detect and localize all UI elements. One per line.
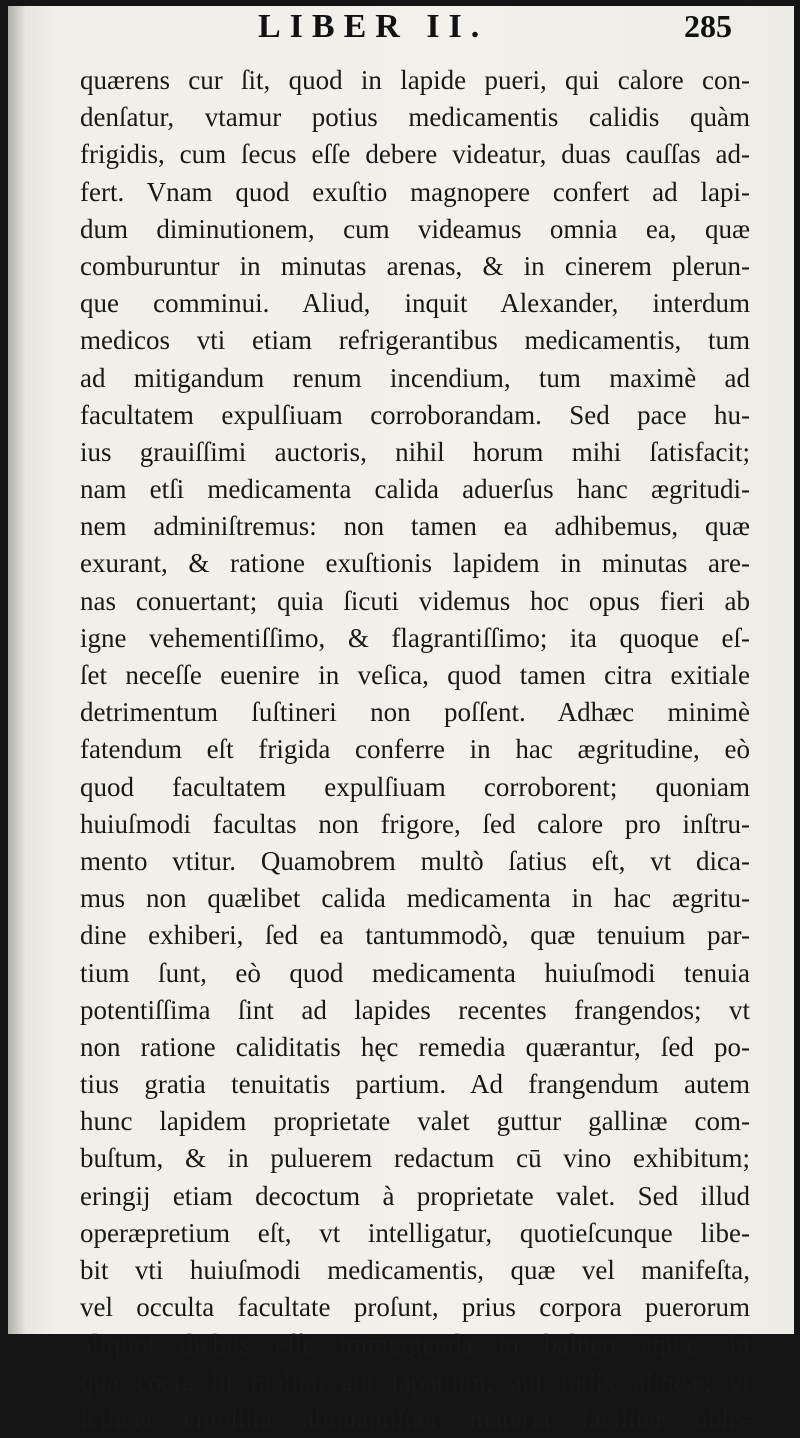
text-line: igne vehementiſſimo, & flagrantiſſimo; ita quoque eſ- [80, 622, 750, 653]
text-line: dum diminutionem, cum videamus omnia ea, quæ [80, 213, 750, 244]
text-line: hunc lapidem proprietate valet guttur gallinæ com- [80, 1106, 750, 1137]
body-text [80, 62, 750, 1438]
text-line: detrimentum ſuſtineri non poſſent. Adhæc minimè [80, 697, 750, 728]
text-line: tius gratia tenuitatis partium. Ad frangendum autem [80, 1069, 750, 1100]
text-line: potentiſſima ſint ad lapides recentes frangendos; vt [80, 994, 750, 1025]
text-line: fert. Vnam quod exuſtio magnopere confert ad lapi- [80, 176, 750, 207]
running-head [8, 8, 794, 48]
text-line: exurant, & ratione exuſtionis lapidem in minutas are- [80, 548, 750, 579]
text-line: dine exhiberi, ſed ea tantummodò, quæ tenuium par- [80, 920, 750, 951]
text-line: fatendum eſt frigida conferre in hac ægritudine, eò [80, 734, 750, 765]
text-line: ſet neceſſe euenire in veſica, quod tamen citra exitiale [80, 660, 750, 690]
text-line: que comminui. Aliud, inquit Alexander, interdum [80, 288, 750, 319]
text-line: mus non quælibet calida medicamenta in hac ægritu- [80, 883, 750, 914]
text-line: quærens cur ſit, quod in lapide pueri, qui calore con- [80, 65, 750, 95]
text-line: bit vti huiuſmodi medicamentis, quæ vel manifeſta, [80, 1255, 750, 1285]
text-line: tium ſunt, eò quod medicamenta huiuſmodi tenuia [80, 957, 750, 988]
text-line: medicos vti etiam refrigerantibus medicamentis, tum [80, 325, 750, 356]
text-line: nas conuertant; quia ſicuti videmus hoc opus fieri ab [80, 585, 750, 616]
text-line: ſcilicet emollita aliquantiſper materia faciliter obſe- [80, 1403, 750, 1434]
text-line: comburuntur in minutas arenas, & in cinerem plerun- [80, 250, 750, 281]
text-line: vel occulta facultate proſunt, prius corpora puerorum [80, 1292, 750, 1323]
page-gutter-shadow [8, 6, 26, 1334]
text-line: qua cocta ſit malua, aut lapatium, aut radix altheæ; vt [80, 1366, 750, 1397]
book-page [8, 6, 794, 1434]
text-line: aliquot diebus eſſe immergenda in balneo aquæ, in [80, 1329, 750, 1360]
text-line: denſatur, vtamur potius medicamentis calidis quàm [80, 102, 750, 133]
text-line: ad mitigandum renum incendium, tum maximè ad [80, 362, 750, 393]
running-title: LIBER II. [258, 8, 489, 45]
text-line: nem adminiſtremus: non tamen ea adhibemus, quæ [80, 511, 750, 542]
text-line: facultatem expulſiuam corroborandam. Sed pace hu- [80, 399, 750, 430]
text-line: eringij etiam decoctum à proprietate valet. Sed illud [80, 1180, 750, 1211]
text-line: operæpretium eſt, vt intelligatur, quotieſcunque libe- [80, 1217, 750, 1248]
text-line: ius grauiſſimi auctoris, nihil horum mihi ſatisfacit; [80, 436, 750, 467]
text-line: quod facultatem expulſiuam corroborent; quoniam [80, 771, 750, 802]
text-line: buſtum, & in puluerem redactum cū vino exhibitum; [80, 1143, 750, 1174]
page-number: 285 [684, 8, 732, 44]
text-line: huiuſmodi facultas non frigore, ſed calore pro inſtru- [80, 808, 750, 839]
text-line: non ratione caliditatis hęc remedia quærantur, ſed po- [80, 1031, 750, 1062]
text-line: frigidis, cum ſecus eſſe debere videatur, duas cauſſas ad- [80, 139, 750, 170]
text-line: mento vtitur. Quamobrem multò ſatius eſt, vt dica- [80, 845, 750, 876]
text-line: nam etſi medicamenta calida aduerſus hanc ægritudi- [80, 474, 750, 505]
